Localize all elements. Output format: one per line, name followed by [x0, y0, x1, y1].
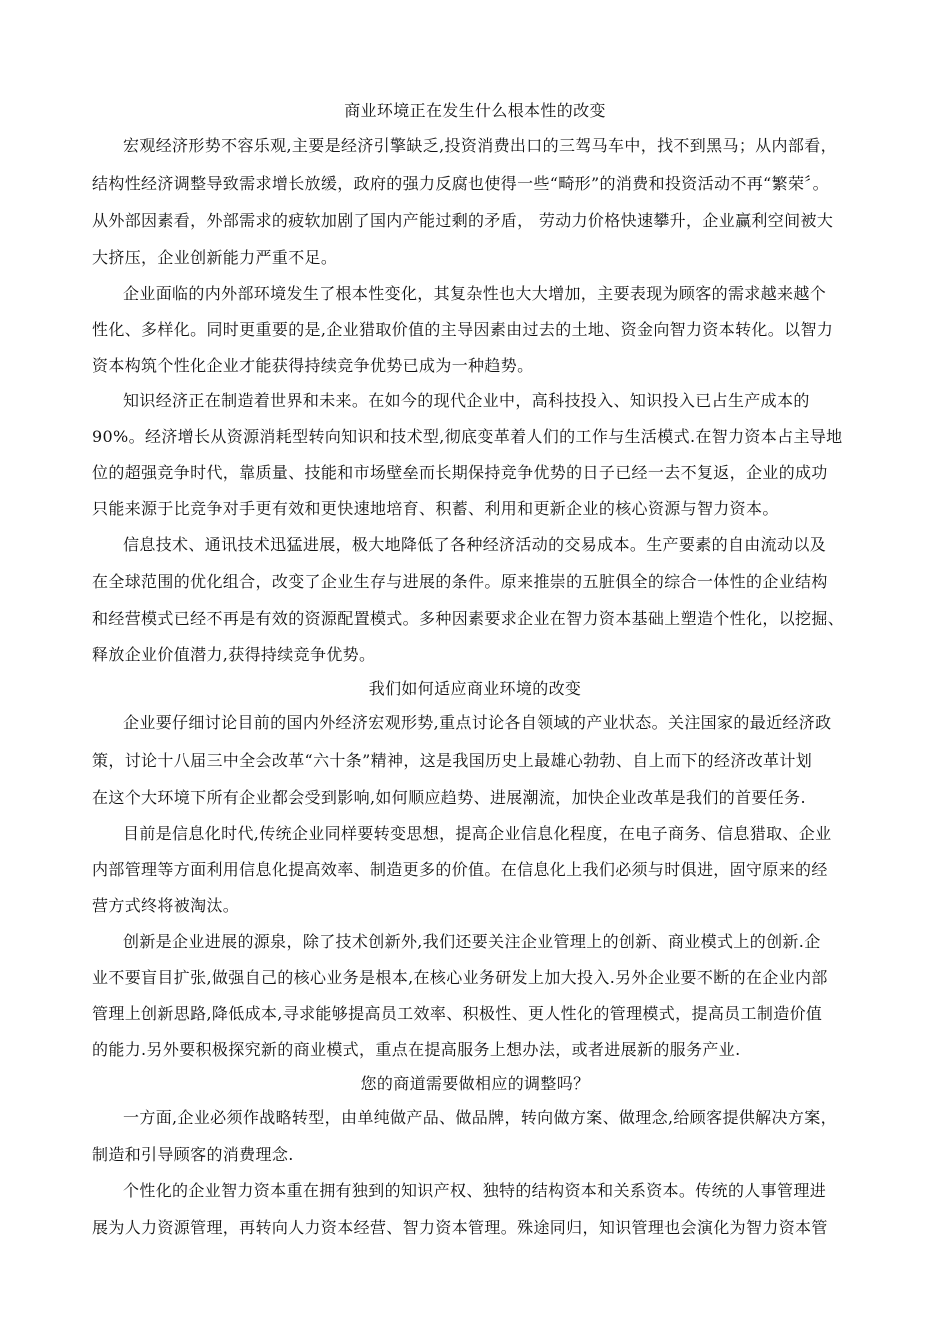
- paragraph-line: 结构性经济调整导致需求增长放缓，政府的强力反腐也使得一些“畸形”的消费和投资活动不再“繁荣〞。: [92, 174, 829, 193]
- paragraph-line: 营方式终将被淘汰。: [92, 896, 240, 915]
- paragraph-line: 90%。经济增长从资源消耗型转向知识和技术型,彻底变革着人们的工作与生活模式.在智力资本占主导地: [92, 427, 843, 446]
- paragraph-line: 内部管理等方面利用信息化提高效率、制造更多的价值。在信息化上我们必须与时俱进，固守原来的经: [92, 860, 828, 879]
- section-heading: 您的商道需要做相应的调整吗？: [360, 1074, 590, 1093]
- paragraph-line: 制造和引导顾客的消费理念.: [92, 1145, 294, 1164]
- paragraph-line: 在这个大环境下所有企业都会受到影响,如何顺应趋势、进展潮流，加快企业改革是我们的首要任务.: [92, 788, 806, 807]
- section-heading: 我们如何适应商业环境的改变: [368, 679, 582, 698]
- paragraph-line: 管理上创新思路,降低成本,寻求能够提高员工效率、积极性、更人性化的管理模式，提高员工制造价值: [92, 1004, 823, 1023]
- paragraph-line: 资本构筑个性化企业才能获得持续竞争优势已成为一种趋势。: [92, 356, 534, 375]
- paragraph-line: 的能力.另外要积极探究新的商业模式，重点在提高服务上想办法，或者进展新的服务产业.: [92, 1040, 741, 1059]
- paragraph-line: 一方面,企业必须作战略转型，由单纯做产品、做品牌，转向做方案、做理念,给顾客提供解决方案，: [123, 1108, 837, 1127]
- paragraph-line: 和经营模式已经不再是有效的资源配置模式。多种因素要求企业在智力资本基础上塑造个性化，以挖掘、: [92, 609, 845, 628]
- paragraph-line: 位的超强竞争时代，靠质量、技能和市场壁垒而长期保持竞争优势的日子已经一去不复返，企业的成功: [92, 463, 828, 482]
- paragraph-line: 释放企业价值潜力,获得持续竞争优势。: [92, 645, 376, 664]
- paragraph-line: 企业要仔细讨论目前的国内外经济宏观形势,重点讨论各自领域的产业状态。关注国家的最近经济政: [123, 713, 832, 732]
- paragraph-line: 目前是信息化时代,传统企业同样要转变思想，提高企业信息化程度，在电子商务、信息猎取、企业: [123, 824, 832, 843]
- paragraph-line: 宏观经济形势不容乐观,主要是经济引擎缺乏,投资消费出口的三驾马车中，找不到黑马；从内部看，: [123, 136, 837, 155]
- paragraph-line: 性化、多样化。同时更重要的是,企业猎取价值的主导因素由过去的土地、资金向智力资本转化。以智力: [92, 320, 834, 339]
- paragraph-line: 从外部因素看，外部需求的疲软加剧了国内产能过剩的矛盾， 劳动力价格快速攀升，企业赢利空间被大: [92, 211, 834, 230]
- paragraph-line: 只能来源于比竞争对手更有效和更快速地培育、积蓄、利用和更新企业的核心资源与智力资本。: [92, 499, 779, 518]
- paragraph-line: 个性化的企业智力资本重在拥有独到的知识产权、独特的结构资本和关系资本。传统的人事管理进: [123, 1181, 827, 1200]
- paragraph-line: 信息技术、通讯技术迅猛进展，极大地降低了各种经济活动的交易成本。生产要素的自由流动以及: [123, 535, 827, 554]
- paragraph-line: 展为人力资源管理，再转向人力资本经营、智力资本管理。殊途同归，知识管理也会演化为智力资本管: [92, 1218, 828, 1237]
- section-heading: 商业环境正在发生什么根本性的改变: [344, 101, 606, 120]
- paragraph-line: 企业面临的内外部环境发生了根本性变化，其复杂性也大大增加，主要表现为顾客的需求越来越个: [123, 284, 827, 303]
- paragraph-line: 在全球范围的优化组合，改变了企业生存与进展的条件。原来推崇的五脏俱全的综合一体性的企业结构: [92, 572, 828, 591]
- paragraph-line: 大挤压，企业创新能力严重不足。: [92, 248, 338, 267]
- paragraph-line: 策，讨论十八届三中全会改革“六十条”精神，这是我国历史上最雄心勃勃、自上而下的经济改革计划: [92, 751, 813, 770]
- paragraph-line: 业不要盲目扩张,做强自己的核心业务是根本,在核心业务研发上加大投入.另外企业要不断的在企业内部: [92, 968, 828, 987]
- paragraph-line: 知识经济正在制造着世界和未来。在如今的现代企业中，高科技投入、知识投入已占生产成本的: [123, 391, 810, 410]
- paragraph-line: 创新是企业进展的源泉，除了技术创新外,我们还要关注企业管理上的创新、商业模式上的创新.企: [123, 932, 821, 951]
